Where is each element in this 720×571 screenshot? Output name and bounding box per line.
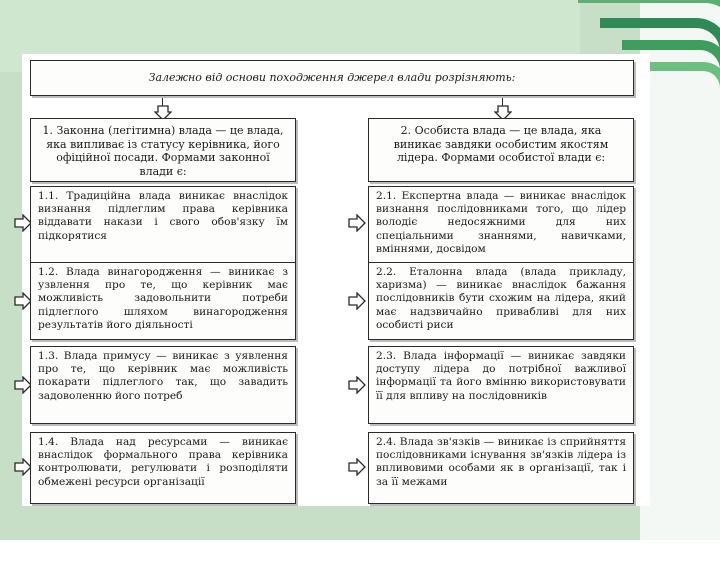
- personal-power-heading: 2. Особиста влада — це влада, яка виникає завдяки особистим якостям лідера. Формами особистої влади є:: [368, 118, 634, 182]
- resource-power-box: 1.4. Влада над ресурсами — виникає внаслідок формального права керівника контролювати, регулювати і розподіляти обмежені ресурси організації: [30, 432, 296, 504]
- decor-stripe: [644, 62, 720, 571]
- reward-power-box: 1.2. Влада винагородження — виникає з узвлення про те, що керівник має можливість задовольнити потреби підлеглого шляхом винагородження результатів його діяльності: [30, 262, 296, 340]
- information-power-box: 2.3. Влада інформації — виникає завдяки доступу лідера до потрібної важливої інформації та його вмінню використовувати її для впливу на послідовників: [368, 346, 634, 424]
- arrow-right-icon: [348, 376, 366, 394]
- arrow-right-icon: [348, 292, 366, 310]
- diagram-scan: [22, 54, 650, 506]
- referent-power-box: 2.2. Еталонна влада (влада прикладу, харизма) — виникає внаслідок бажання послідовників бути схожим на лідера, який має надзвичайно привабливі для них особисті риси: [368, 262, 634, 340]
- diagram-title: Залежно від основи походження джерел влади розрізняють:: [30, 60, 634, 96]
- legitimate-power-heading: 1. Законна (легітимна) влада — це влада, яка випливає із статусу керівника, його офіційної посади. Формами законної влади є:: [30, 118, 296, 182]
- arrow-right-icon: [348, 458, 366, 476]
- arrow-right-icon: [348, 214, 366, 232]
- connection-power-box: 2.4. Влада зв'язків — виникає із сприйняття послідовниками існування зв'язків лідера із впливовими особами як в організації, так і за її межами: [368, 432, 634, 504]
- traditional-power-box: 1.1. Традиційна влада виникає внаслідок визнання підлеглим права керівника віддавати накази і свого обов'язку їм підкорятися: [30, 186, 296, 264]
- expert-power-box: 2.1. Експертна влада — виникає внаслідок визнання послідовниками того, що лідер володіє недосяжними для них спеціальними знаннями, навичками, вміннями, досвідом: [368, 186, 634, 264]
- coercive-power-box: 1.3. Влада примусу — виникає з уявлення про те, що керівник має можливість покарати підлеглого так, що завадить задоволенню його потреб: [30, 346, 296, 424]
